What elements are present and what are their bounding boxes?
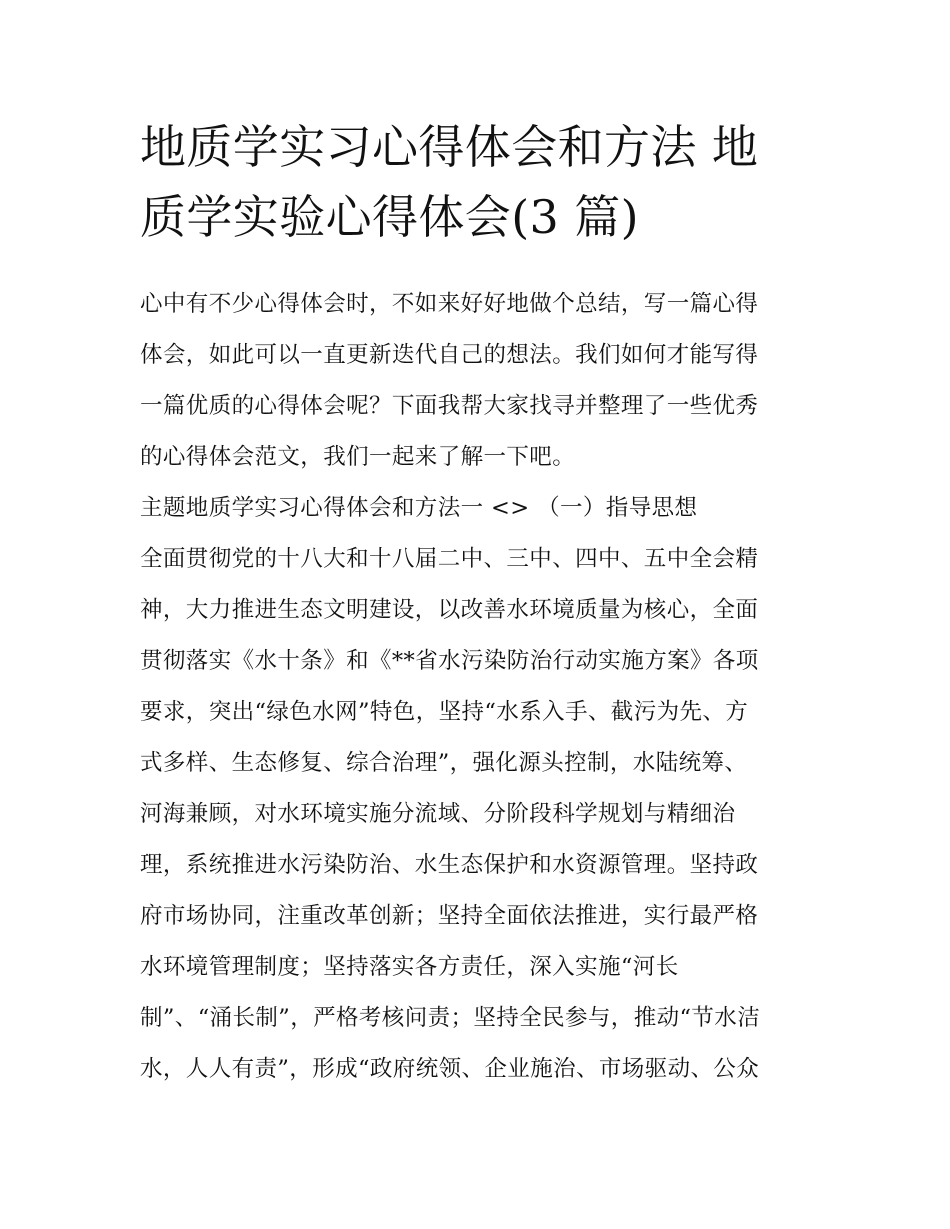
text-line: 府市场协同，注重改革创新；坚持全面依法推进，实行最严格: [140, 903, 759, 929]
text-line: 的心得体会范文，我们一起来了解一下吧。: [140, 444, 576, 470]
document-body: [140, 279, 830, 1095]
text-line: 水，人人有责”，形成“政府统领、企业施治、市场驱动、公众: [140, 1056, 760, 1082]
title-line: 地质学实习心得体会和方法 地: [140, 120, 759, 174]
title-line: 质学实验心得体会(3 篇): [140, 190, 639, 244]
text-line: 河海兼顾，对水环境实施分流域、分阶段科学规划与精细治: [140, 801, 736, 827]
text-line: 主题地质学实习心得体会和方法一 <> （一）指导思想: [140, 495, 698, 521]
text-line: 一篇优质的心得体会呢？下面我帮大家找寻并整理了一些优秀: [140, 393, 759, 419]
section-heading: [140, 483, 830, 534]
text-line: 体会，如此可以一直更新迭代自己的想法。我们如何才能写得: [140, 342, 759, 368]
text-line: 神，大力推进生态文明建设，以改善水环境质量为核心，全面: [140, 597, 759, 623]
text-line: 全面贯彻党的十八大和十八届二中、三中、四中、五中全会精: [140, 546, 759, 572]
text-line: 水环境管理制度；坚持落实各方责任，深入实施“河长: [140, 954, 679, 980]
text-line: 式多样、生态修复、综合治理”，强化源头控制，水陆统筹、: [140, 750, 748, 776]
body-paragraph: [140, 534, 830, 1095]
text-line: 心中有不少心得体会时，不如来好好地做个总结，写一篇心得: [140, 291, 759, 317]
document-title: [140, 112, 830, 252]
text-line: 贯彻落实《水十条》和《**省水污染防治行动实施方案》各项: [140, 648, 759, 674]
text-line: 要求，突出“绿色水网”特色，坚持“水系入手、截污为先、方: [140, 699, 749, 725]
intro-paragraph: [140, 279, 830, 483]
text-line: 制”、“涌长制”，严格考核问责；坚持全民参与，推动“节水洁: [140, 1005, 761, 1031]
text-line: 理，系统推进水污染防治、水生态保护和水资源管理。坚持政: [140, 852, 759, 878]
